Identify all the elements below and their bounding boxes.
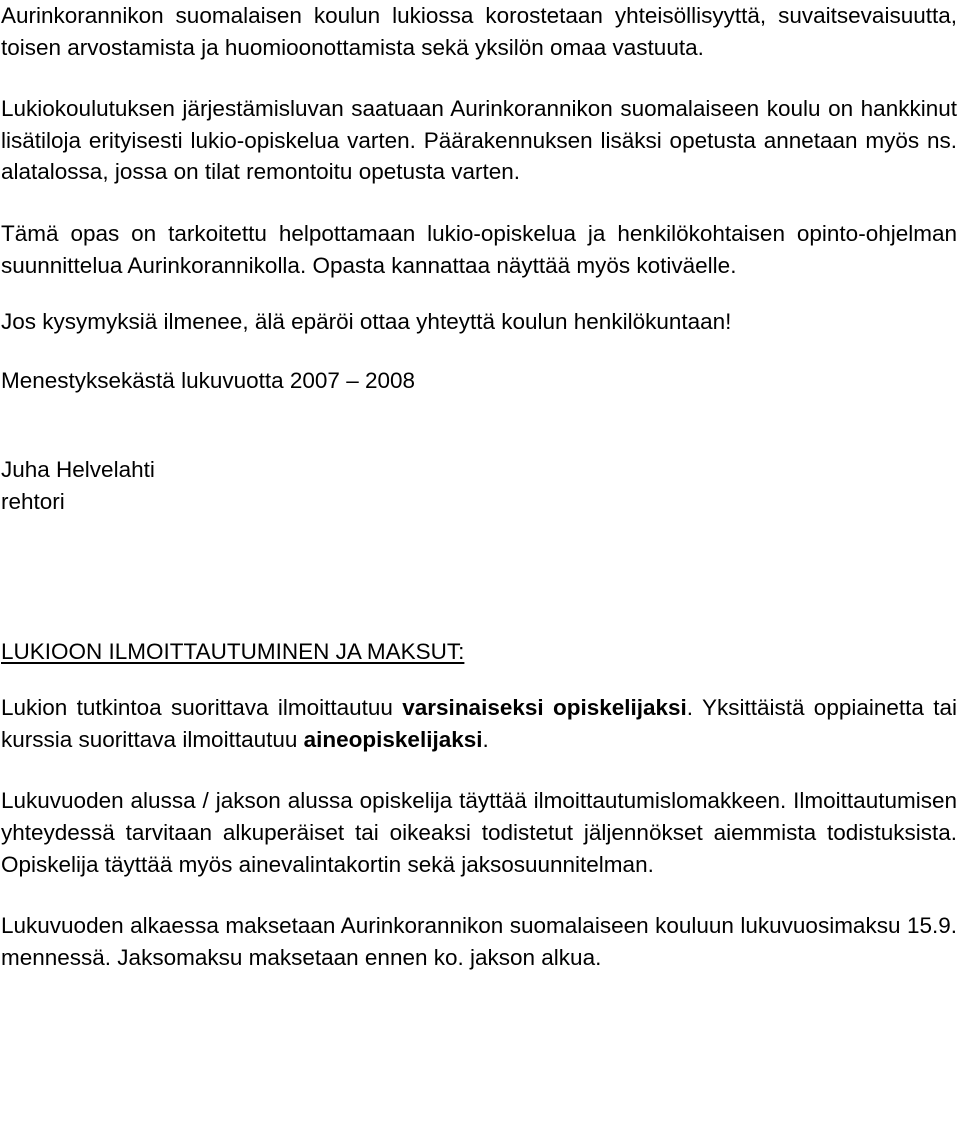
registration-text-2: . Yksittäistä oppiainetta tai kurssia suorittava ilmoittautuu <box>1 695 957 752</box>
document-page <box>1 0 957 973</box>
intro-paragraph-facilities: Lukiokoulutuksen järjestämisluvan saatuaan Aurinkorannikon suomalaiseen koulu on hankkinut lisätiloja erityisesti lukio-opiskelua varten. Päärakennuksen lisäksi opetusta annetaan myös ns. alatalossa, jossa on tilat remontoitu opetusta varten. <box>1 96 957 185</box>
subject-student-term: aineopiskelijaksi <box>303 726 483 752</box>
signature-title: rehtori <box>1 488 65 514</box>
registration-text-1: Lukion tutkintoa suorittava ilmoittautuu <box>1 695 403 721</box>
registration-paragraph <box>1 692 957 755</box>
fees-paragraph: Lukuvuoden alkaessa maksetaan Aurinkorannikon suomalaiseen kouluun lukuvuosimaksu 15.9. mennessä. Jaksomaksu maksetaan ennen ko. jakson alkua. <box>1 913 957 970</box>
registration-text-3: . <box>482 726 489 752</box>
intro-paragraph-guide-purpose: Tämä opas on tarkoitettu helpottamaan lukio-opiskelua ja henkilökohtaisen opinto-ohjelman suunnittelua Aurinkorannikolla. Opasta kannattaa näyttää myös kotiväelle. <box>1 220 957 278</box>
intro-paragraph-values: Aurinkorannikon suomalaisen koulun lukiossa korostetaan yhteisöllisyyttä, suvaitsevaisuutta, toisen arvostamista ja huomioonottamista sekä yksilön omaa vastuuta. <box>1 3 957 60</box>
regular-student-term: varsinaiseksi opiskelijaksi <box>402 695 687 721</box>
section-heading: LUKIOON ILMOITTAUTUMINEN JA MAKSUT: <box>1 638 465 664</box>
intro-paragraph-greeting: Menestyksekästä lukuvuotta 2007 – 2008 <box>1 367 416 393</box>
signature-name: Juha Helvelahti <box>1 457 155 483</box>
signature-block <box>1 454 957 517</box>
enrollment-paragraph: Lukuvuoden alussa / jakson alussa opiskelija täyttää ilmoittautumislomakkeen. Ilmoittautumisen yhteydessä tarvitaan alkuperäiset tai oikeaksi todistetut jäljennökset aiemmista todistuksista. Opiskelija täyttää myös ainevalintakortin sekä jaksosuunnitelman. <box>1 788 957 877</box>
intro-paragraph-contact: Jos kysymyksiä ilmenee, älä epäröi ottaa yhteyttä koulun henkilökuntaan! <box>1 309 732 335</box>
